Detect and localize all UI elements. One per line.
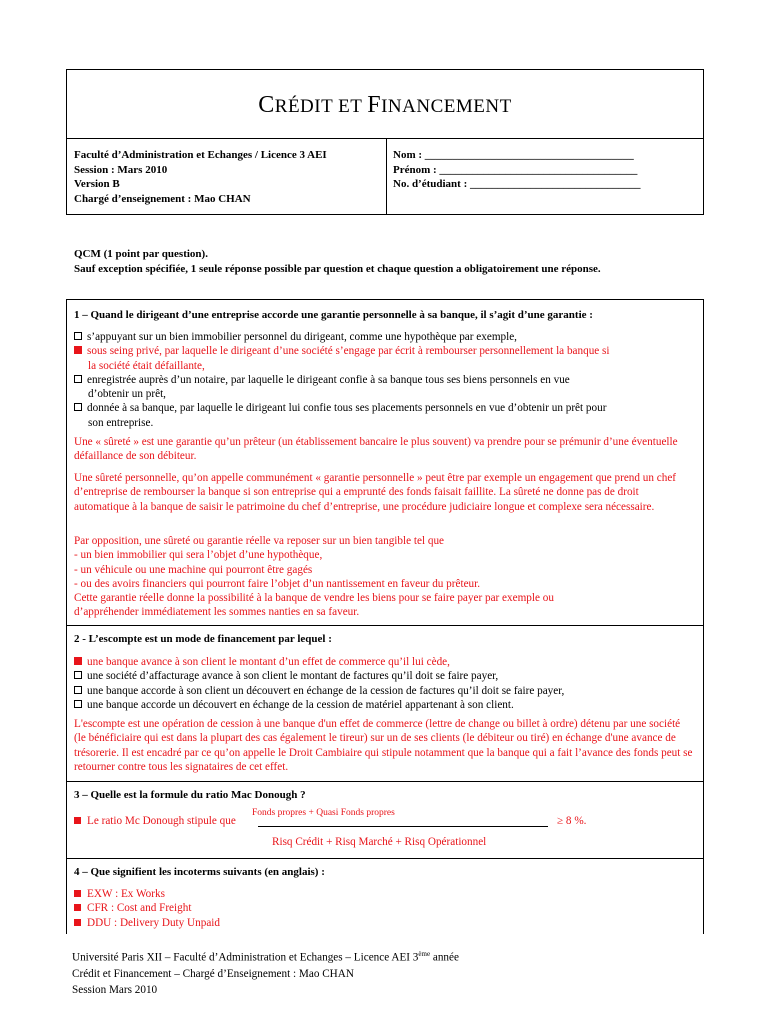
q4-answer-1	[74, 887, 693, 901]
student-firstname-field[interactable]: Prénom : ____________________________________	[393, 163, 638, 176]
student-info	[393, 148, 641, 192]
student-name-field[interactable]: Nom : ______________________________________	[393, 149, 634, 161]
instructions-line: Sauf exception spécifiée, 1 seule réponse possible par question et chaque question a obligatoirement une réponse.	[74, 262, 601, 275]
formula-threshold: ≥ 8 %.	[557, 815, 587, 827]
footer-text: année	[430, 951, 459, 964]
explanation-line: d’appréhender immédiatement les sommes nanties en sa faveur.	[74, 606, 360, 619]
explanation-line: - un véhicule ou une machine qui pourront être gagés	[74, 563, 313, 576]
page-footer	[72, 946, 459, 998]
course-session: Session : Mars 2010	[74, 163, 168, 176]
header-divider-vertical	[386, 138, 387, 214]
answer-text: Le ratio Mc Donough stipule que	[87, 815, 236, 827]
title-part: INANCEMENT	[381, 96, 512, 117]
q2-option-4[interactable]	[74, 698, 693, 712]
formula-numerator: Fonds propres + Quasi Fonds propres	[252, 808, 395, 818]
course-instructor: Chargé d’enseignement : Mao CHAN	[74, 192, 251, 205]
explanation-line: - un bien immobilier qui sera l’objet d’une hypothèque,	[74, 549, 323, 562]
question-3-title: 3 – Quelle est la formule du ratio Mac Donough ?	[74, 789, 306, 801]
option-text-continued: la société était défaillante,	[88, 359, 205, 372]
formula-fraction-bar	[258, 826, 548, 827]
footer-line-3: Session Mars 2010	[72, 983, 158, 996]
option-text: une banque avance à son client le montant d’un effet de commerce qu’il lui cède,	[87, 656, 450, 668]
question-4-answers	[74, 887, 693, 930]
title-letter: F	[367, 92, 382, 118]
q2-option-1[interactable]	[74, 655, 693, 669]
option-text: donnée à sa banque, par laquelle le dirigeant lui confie tous ses placements personnels en vue d’obtenir un prêt pour	[87, 402, 607, 415]
q1-explanation-3	[74, 534, 693, 620]
q2-explanation: L'escompte est une opération de cession à une banque d'un effet de commerce (lettre de change ou billet à ordre) détenu par une société (le bénéficiaire qui est dans la plupart des cas également le tireur) sur un de ses clients (le débiteur ou tiré) en échange d'une avance de trésorerie. Il est encadré par ce qu’on appelle le Droit Cambiaire qui stipule notamment que la banque qui a fait l’avance des fonds peut se retourner contre tous les signataires de cet effet.	[74, 718, 693, 773]
explanation-line: - ou des avoirs financiers qui pourront faire l’objet d’un nantissement en faveur du prêteur.	[74, 577, 481, 590]
question-2-options	[74, 655, 693, 712]
explanation-line: Par opposition, une sûreté ou garantie réelle va reposer sur un bien tangible tel que	[74, 535, 445, 547]
question-1-title: 1 – Quand le dirigeant d’une entreprise accorde une garantie personnelle à sa banque, il s’agit d’une garantie :	[74, 309, 593, 321]
option-text: une société d’affacturage avance à son client le montant de factures qu’il doit se faire payer,	[87, 670, 499, 683]
instructions-line: QCM (1 point par question).	[74, 248, 208, 260]
q4-answer-2	[74, 901, 693, 915]
bullet-square-icon	[74, 919, 81, 926]
page-title	[67, 92, 703, 119]
answer-text: CFR : Cost and Freight	[87, 902, 192, 915]
bullet-square-icon	[74, 890, 81, 897]
q1-explanation-1: Une « sûreté » est une garantie qu’un prêteur (un établissement bancaire le plus souvent) va prendre pour se prémunir d’une éventuelle défaillance de son débiteur.	[74, 436, 678, 463]
answer-text: EXW : Ex Works	[87, 888, 165, 900]
checkbox-icon[interactable]	[74, 403, 82, 411]
q1-option-4[interactable]	[74, 401, 693, 415]
footer-line-2: Crédit et Financement – Chargé d’Enseignement : Mao CHAN	[72, 967, 354, 980]
checkbox-icon[interactable]	[74, 700, 82, 708]
checkbox-icon[interactable]	[74, 332, 82, 340]
footer-line-1	[72, 946, 459, 966]
q2-option-3[interactable]	[74, 684, 693, 698]
q1-explanation-2: Une sûreté personnelle, qu’on appelle communément « garantie personnelle » peut être par exemple un engagement que prend un chef d’entreprise de rembourser la banque si son entreprise qui a emprunté des fonds faisait faillite. La sûreté ne donne pas de droit automatique à la banque de saisir le patrimoine du chef d’entreprise, une procédure judiciaire longue et complexe sera nécessaire.	[74, 472, 677, 513]
q2-option-2[interactable]	[74, 669, 693, 683]
checkbox-checked-icon[interactable]	[74, 657, 82, 665]
header-box	[66, 69, 704, 215]
checkbox-icon[interactable]	[74, 375, 82, 383]
course-info	[74, 148, 327, 206]
header-divider	[67, 138, 703, 139]
instructions	[74, 247, 601, 276]
course-version: Version B	[74, 178, 120, 190]
option-text: enregistrée auprès d’un notaire, par laquelle le dirigeant confie à sa banque tous ses biens personnels en vue	[87, 373, 570, 386]
answer-text: DDU : Delivery Duty Unpaid	[87, 916, 220, 929]
option-text-continued: son entreprise.	[88, 416, 154, 429]
question-2-title: 2 - L’escompte est un mode de financement par lequel :	[74, 633, 332, 645]
q1-option-2[interactable]	[74, 344, 693, 358]
option-text: s’appuyant sur un bien immobilier personnel du dirigeant, comme une hypothèque par exemple,	[87, 331, 517, 343]
question-divider	[67, 625, 703, 626]
student-number-field[interactable]: No. d’étudiant : _______________________________	[393, 178, 641, 190]
question-divider	[67, 858, 703, 859]
q1-option-3[interactable]	[74, 373, 693, 387]
option-text: une banque accorde un découvert en échange de la cession de matériel appartenant à son client.	[87, 698, 514, 711]
q1-option-1[interactable]	[74, 330, 693, 344]
title-part: RÉDIT ET	[274, 96, 368, 117]
question-4-title: 4 – Que signifient les incoterms suivants (en anglais) :	[74, 866, 325, 878]
option-text: une banque accorde à son client un découvert en échange de la cession de factures qu’il doit se faire payer,	[87, 684, 565, 697]
formula-denominator: Risq Crédit + Risq Marché + Risq Opérationnel	[272, 836, 487, 848]
checkbox-icon[interactable]	[74, 671, 82, 679]
course-faculty: Faculté d’Administration et Echanges / Licence 3 AEI	[74, 149, 327, 161]
explanation-line: Cette garantie réelle donne la possibilité à la banque de vendre les biens pour se faire payer par exemple ou	[74, 592, 554, 605]
title-letter: C	[258, 92, 275, 118]
q3-answer-label	[74, 815, 236, 827]
checkbox-checked-icon[interactable]	[74, 346, 82, 354]
footer-superscript: ème	[418, 950, 431, 958]
bullet-square-icon	[74, 904, 81, 911]
question-divider	[67, 781, 703, 782]
q4-answer-3	[74, 916, 693, 930]
footer-text: Université Paris XII – Faculté d’Administration et Echanges – Licence AEI 3	[72, 951, 419, 964]
option-text-continued: d’obtenir un prêt,	[88, 388, 166, 401]
option-text: sous seing privé, par laquelle le dirigeant d’une société s’engage par écrit à rembourser personnellement la banque si	[87, 345, 610, 358]
question-1-options	[74, 330, 693, 430]
bullet-square-icon	[74, 817, 81, 824]
checkbox-icon[interactable]	[74, 686, 82, 694]
